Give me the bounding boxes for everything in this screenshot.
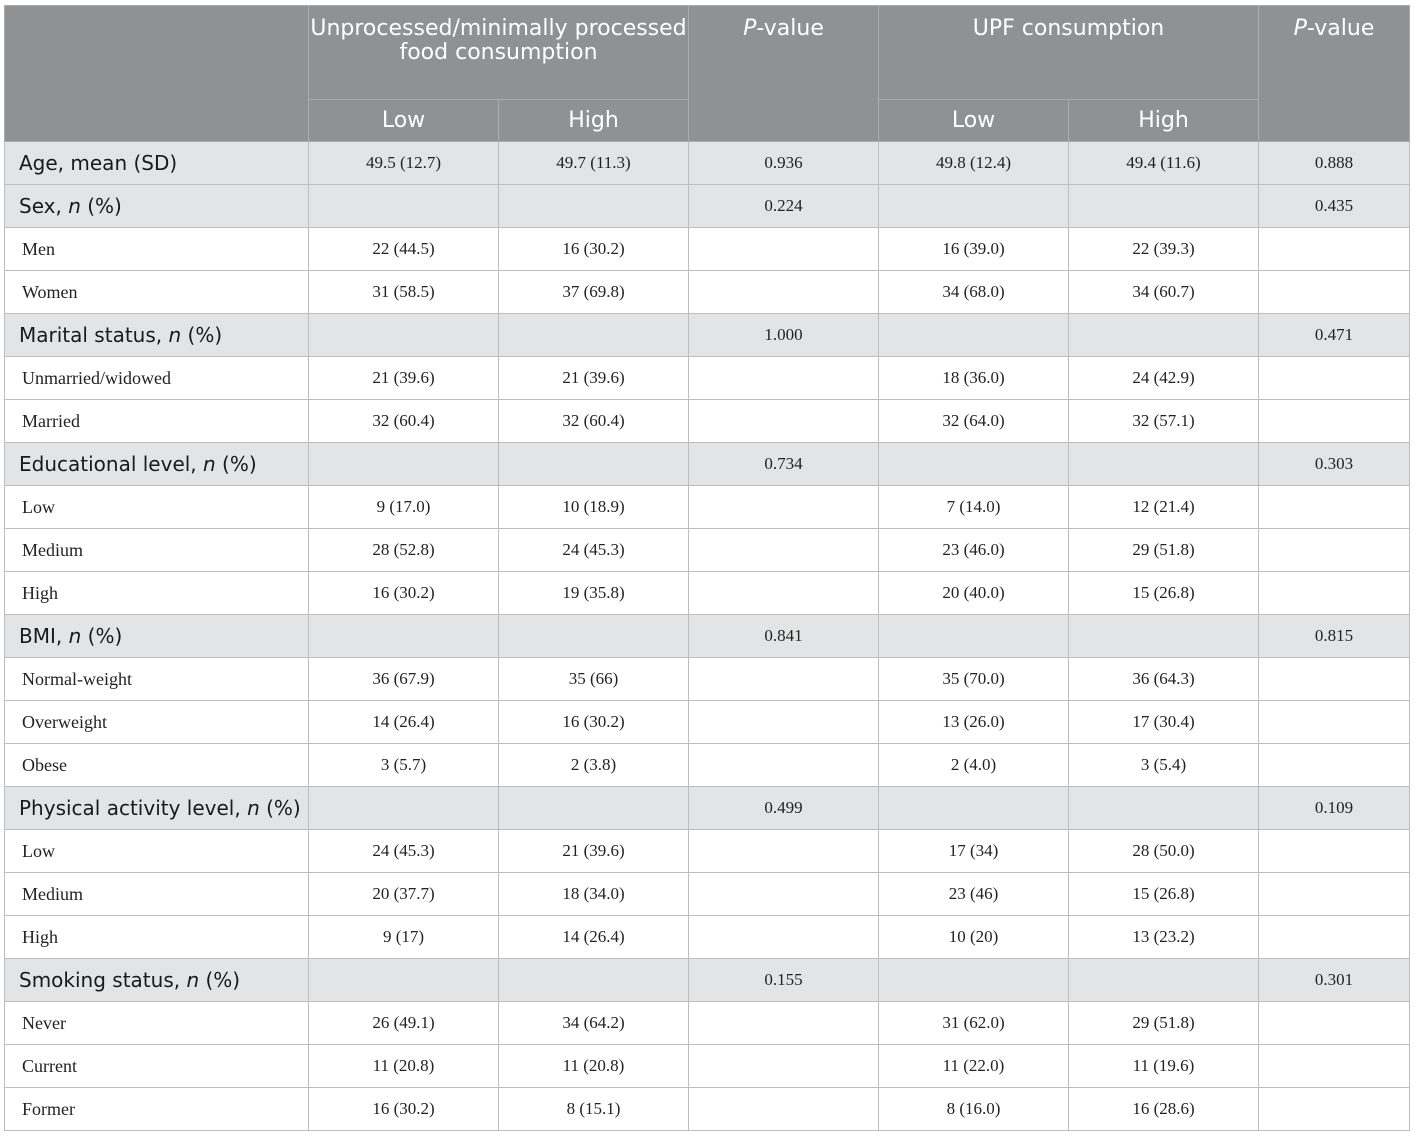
upf-high-cell: 24 (42.9)	[1069, 357, 1259, 400]
unprocessed-high-cell: 49.7 (11.3)	[499, 142, 689, 185]
table-row	[5, 572, 1410, 615]
table-row	[5, 744, 1410, 787]
section-label	[5, 142, 309, 185]
section-label-italic: n	[186, 968, 200, 992]
upf-pvalue-cell: 0.815	[1259, 615, 1410, 658]
unprocessed-low-cell: 9 (17.0)	[309, 486, 499, 529]
unprocessed-pvalue-cell	[689, 1002, 879, 1045]
upf-pvalue-cell: 0.471	[1259, 314, 1410, 357]
upf-high-cell: 28 (50.0)	[1069, 830, 1259, 873]
upf-low-cell: 23 (46.0)	[879, 529, 1069, 572]
upf-low-cell: 31 (62.0)	[879, 1002, 1069, 1045]
section-label	[5, 443, 309, 486]
unprocessed-high-cell	[499, 443, 689, 486]
unprocessed-high-cell: 2 (3.8)	[499, 744, 689, 787]
unprocessed-pvalue-cell	[689, 1045, 879, 1088]
row-label: Unmarried/widowed	[5, 357, 309, 400]
upf-pvalue-cell	[1259, 1088, 1410, 1131]
unprocessed-low-cell	[309, 185, 499, 228]
upf-pvalue-cell: 0.303	[1259, 443, 1410, 486]
unprocessed-pvalue-cell	[689, 830, 879, 873]
upf-pvalue-cell	[1259, 873, 1410, 916]
pvalue-title-1	[689, 6, 878, 41]
pvalue-italic-1: P	[743, 16, 757, 41]
row-label: Former	[5, 1088, 309, 1131]
unprocessed-high-cell: 32 (60.4)	[499, 400, 689, 443]
table-row	[5, 916, 1410, 959]
upf-high-cell	[1069, 787, 1259, 830]
table-row	[5, 271, 1410, 314]
section-label-text: BMI,	[19, 624, 69, 648]
table-row	[5, 701, 1410, 744]
section-label	[5, 314, 309, 357]
unprocessed-high-cell: 10 (18.9)	[499, 486, 689, 529]
upf-pvalue-cell: 0.301	[1259, 959, 1410, 1002]
upf-high-cell: 34 (60.7)	[1069, 271, 1259, 314]
unprocessed-high-cell: 8 (15.1)	[499, 1088, 689, 1131]
upf-pvalue-cell	[1259, 572, 1410, 615]
unprocessed-high-cell	[499, 615, 689, 658]
section-label-suffix: (%)	[81, 624, 123, 648]
unprocessed-low-cell: 49.5 (12.7)	[309, 142, 499, 185]
section-label-text: Sex,	[19, 194, 69, 218]
upf-low-cell	[879, 314, 1069, 357]
unprocessed-high-cell	[499, 314, 689, 357]
unprocessed-low-cell: 26 (49.1)	[309, 1002, 499, 1045]
unprocessed-pvalue-cell	[689, 357, 879, 400]
section-label-text: Age, mean (SD)	[19, 151, 178, 175]
section-label-italic: n	[203, 452, 216, 476]
row-label: Current	[5, 1045, 309, 1088]
section-row	[5, 443, 1410, 486]
header-unprocessed-low: Low	[309, 100, 499, 142]
unprocessed-high-cell	[499, 959, 689, 1002]
unprocessed-low-cell: 3 (5.7)	[309, 744, 499, 787]
row-label: Normal-weight	[5, 658, 309, 701]
upf-high-cell: 22 (39.3)	[1069, 228, 1259, 271]
unprocessed-high-cell	[499, 787, 689, 830]
section-row	[5, 959, 1410, 1002]
upf-low-cell	[879, 443, 1069, 486]
section-label-italic: n	[68, 624, 82, 648]
upf-low-cell: 17 (34)	[879, 830, 1069, 873]
table-row	[5, 228, 1410, 271]
upf-high-cell: 36 (64.3)	[1069, 658, 1259, 701]
upf-pvalue-cell	[1259, 529, 1410, 572]
unprocessed-pvalue-cell: 0.499	[689, 787, 879, 830]
unprocessed-low-cell	[309, 314, 499, 357]
section-row	[5, 615, 1410, 658]
unprocessed-pvalue-cell	[689, 529, 879, 572]
unprocessed-low-cell: 14 (26.4)	[309, 701, 499, 744]
header-upf-high: High	[1069, 100, 1259, 142]
upf-pvalue-cell	[1259, 830, 1410, 873]
unprocessed-low-cell	[309, 959, 499, 1002]
section-label-italic: n	[168, 323, 182, 347]
section-label-suffix: (%)	[259, 796, 301, 820]
table-row	[5, 400, 1410, 443]
upf-low-cell	[879, 185, 1069, 228]
upf-low-cell: 35 (70.0)	[879, 658, 1069, 701]
upf-high-cell	[1069, 615, 1259, 658]
upf-low-cell: 11 (22.0)	[879, 1045, 1069, 1088]
upf-low-cell: 8 (16.0)	[879, 1088, 1069, 1131]
unprocessed-high-cell: 35 (66)	[499, 658, 689, 701]
section-label-suffix: (%)	[199, 968, 241, 992]
pvalue-italic-2: P	[1293, 16, 1307, 41]
section-label-italic: n	[247, 796, 260, 820]
unprocessed-pvalue-cell	[689, 873, 879, 916]
upf-high-cell	[1069, 185, 1259, 228]
table-row	[5, 1045, 1410, 1088]
upf-high-cell: 12 (21.4)	[1069, 486, 1259, 529]
upf-high-cell	[1069, 959, 1259, 1002]
unprocessed-pvalue-cell: 0.155	[689, 959, 879, 1002]
unprocessed-high-cell: 11 (20.8)	[499, 1045, 689, 1088]
unprocessed-pvalue-cell	[689, 486, 879, 529]
section-label	[5, 615, 309, 658]
upf-pvalue-cell	[1259, 1045, 1410, 1088]
unprocessed-pvalue-cell	[689, 701, 879, 744]
unprocessed-low-cell: 20 (37.7)	[309, 873, 499, 916]
unprocessed-pvalue-cell: 0.936	[689, 142, 879, 185]
section-label-text: Smoking status,	[19, 968, 187, 992]
header-unprocessed-high: High	[499, 100, 689, 142]
unprocessed-high-cell: 34 (64.2)	[499, 1002, 689, 1045]
section-row	[5, 787, 1410, 830]
header-pvalue-1	[689, 6, 879, 142]
unprocessed-pvalue-cell	[689, 1088, 879, 1131]
upf-pvalue-cell: 0.435	[1259, 185, 1410, 228]
unprocessed-high-cell: 19 (35.8)	[499, 572, 689, 615]
upf-pvalue-cell	[1259, 271, 1410, 314]
table-row	[5, 1088, 1410, 1131]
section-label	[5, 959, 309, 1002]
row-label: Low	[5, 486, 309, 529]
unprocessed-low-cell: 11 (20.8)	[309, 1045, 499, 1088]
unprocessed-low-cell	[309, 787, 499, 830]
section-label	[5, 185, 309, 228]
unprocessed-high-cell: 16 (30.2)	[499, 701, 689, 744]
section-label-italic: n	[68, 194, 81, 218]
upf-low-cell: 13 (26.0)	[879, 701, 1069, 744]
unprocessed-high-cell: 37 (69.8)	[499, 271, 689, 314]
upf-pvalue-cell	[1259, 357, 1410, 400]
row-label: Low	[5, 830, 309, 873]
row-label: Overweight	[5, 701, 309, 744]
unprocessed-pvalue-cell	[689, 228, 879, 271]
upf-high-cell: 29 (51.8)	[1069, 1002, 1259, 1045]
upf-low-cell: 16 (39.0)	[879, 228, 1069, 271]
section-label	[5, 787, 309, 830]
unprocessed-group-title: Unprocessed/minimally processed food consumption	[310, 16, 687, 65]
upf-low-cell	[879, 615, 1069, 658]
table-row	[5, 830, 1410, 873]
unprocessed-pvalue-cell	[689, 916, 879, 959]
upf-high-cell	[1069, 314, 1259, 357]
upf-pvalue-cell	[1259, 701, 1410, 744]
upf-high-cell: 16 (28.6)	[1069, 1088, 1259, 1131]
unprocessed-low-cell: 21 (39.6)	[309, 357, 499, 400]
row-label: Medium	[5, 873, 309, 916]
header-blank-cell	[5, 6, 309, 142]
unprocessed-low-cell: 22 (44.5)	[309, 228, 499, 271]
table-row	[5, 357, 1410, 400]
unprocessed-low-cell: 9 (17)	[309, 916, 499, 959]
unprocessed-low-cell: 31 (58.5)	[309, 271, 499, 314]
unprocessed-low-cell: 16 (30.2)	[309, 572, 499, 615]
unprocessed-pvalue-cell	[689, 400, 879, 443]
upf-high-cell: 15 (26.8)	[1069, 572, 1259, 615]
upf-low-cell: 10 (20)	[879, 916, 1069, 959]
header-unprocessed-group	[309, 6, 689, 100]
upf-pvalue-cell	[1259, 744, 1410, 787]
unprocessed-low-cell	[309, 615, 499, 658]
pvalue-rest-1: -value	[756, 16, 824, 41]
table-header	[5, 6, 1410, 142]
upf-pvalue-cell	[1259, 486, 1410, 529]
header-pvalue-2	[1259, 6, 1410, 142]
pvalue-title-2	[1259, 6, 1409, 41]
section-row	[5, 142, 1410, 185]
section-label-text: Marital status,	[19, 323, 169, 347]
upf-high-cell: 32 (57.1)	[1069, 400, 1259, 443]
row-label: Never	[5, 1002, 309, 1045]
unprocessed-high-cell: 21 (39.6)	[499, 357, 689, 400]
table-body	[5, 142, 1410, 1131]
unprocessed-high-cell: 24 (45.3)	[499, 529, 689, 572]
upf-high-cell: 15 (26.8)	[1069, 873, 1259, 916]
upf-low-cell: 49.8 (12.4)	[879, 142, 1069, 185]
upf-pvalue-cell	[1259, 916, 1410, 959]
pvalue-rest-2: -value	[1306, 16, 1375, 41]
unprocessed-pvalue-cell: 1.000	[689, 314, 879, 357]
upf-high-cell: 29 (51.8)	[1069, 529, 1259, 572]
unprocessed-low-cell	[309, 443, 499, 486]
table-row	[5, 529, 1410, 572]
upf-pvalue-cell	[1259, 1002, 1410, 1045]
unprocessed-low-cell: 28 (52.8)	[309, 529, 499, 572]
unprocessed-high-cell: 18 (34.0)	[499, 873, 689, 916]
upf-high-cell: 17 (30.4)	[1069, 701, 1259, 744]
header-upf-group	[879, 6, 1259, 100]
section-label-suffix: (%)	[215, 452, 257, 476]
table-row	[5, 873, 1410, 916]
table-row	[5, 486, 1410, 529]
unprocessed-pvalue-cell	[689, 271, 879, 314]
upf-pvalue-cell: 0.109	[1259, 787, 1410, 830]
section-label-suffix: (%)	[80, 194, 122, 218]
unprocessed-low-cell: 16 (30.2)	[309, 1088, 499, 1131]
upf-pvalue-cell	[1259, 400, 1410, 443]
upf-pvalue-cell	[1259, 658, 1410, 701]
upf-high-cell: 49.4 (11.6)	[1069, 142, 1259, 185]
table-row	[5, 1002, 1410, 1045]
upf-high-cell: 13 (23.2)	[1069, 916, 1259, 959]
upf-low-cell: 20 (40.0)	[879, 572, 1069, 615]
unprocessed-high-cell: 14 (26.4)	[499, 916, 689, 959]
row-label: Married	[5, 400, 309, 443]
upf-high-cell	[1069, 443, 1259, 486]
upf-low-cell	[879, 959, 1069, 1002]
upf-group-title: UPF consumption	[972, 16, 1165, 41]
unprocessed-high-cell: 16 (30.2)	[499, 228, 689, 271]
unprocessed-low-cell: 36 (67.9)	[309, 658, 499, 701]
row-label: Medium	[5, 529, 309, 572]
upf-low-cell: 23 (46)	[879, 873, 1069, 916]
unprocessed-pvalue-cell	[689, 658, 879, 701]
row-label: High	[5, 572, 309, 615]
row-label: Men	[5, 228, 309, 271]
section-label-text: Physical activity level,	[19, 796, 248, 820]
section-label-suffix: (%)	[181, 323, 223, 347]
section-label-text: Educational level,	[19, 452, 204, 476]
upf-low-cell: 7 (14.0)	[879, 486, 1069, 529]
unprocessed-pvalue-cell: 0.841	[689, 615, 879, 658]
upf-low-cell: 34 (68.0)	[879, 271, 1069, 314]
header-upf-low: Low	[879, 100, 1069, 142]
upf-pvalue-cell: 0.888	[1259, 142, 1410, 185]
unprocessed-pvalue-cell: 0.224	[689, 185, 879, 228]
row-label: Obese	[5, 744, 309, 787]
table-row	[5, 658, 1410, 701]
unprocessed-low-cell: 24 (45.3)	[309, 830, 499, 873]
upf-high-cell: 11 (19.6)	[1069, 1045, 1259, 1088]
upf-high-cell: 3 (5.4)	[1069, 744, 1259, 787]
upf-low-cell: 2 (4.0)	[879, 744, 1069, 787]
unprocessed-high-cell	[499, 185, 689, 228]
row-label: High	[5, 916, 309, 959]
unprocessed-pvalue-cell: 0.734	[689, 443, 879, 486]
upf-pvalue-cell	[1259, 228, 1410, 271]
unprocessed-high-cell: 21 (39.6)	[499, 830, 689, 873]
row-label: Women	[5, 271, 309, 314]
upf-low-cell: 18 (36.0)	[879, 357, 1069, 400]
unprocessed-low-cell: 32 (60.4)	[309, 400, 499, 443]
upf-low-cell: 32 (64.0)	[879, 400, 1069, 443]
upf-low-cell	[879, 787, 1069, 830]
unprocessed-pvalue-cell	[689, 572, 879, 615]
characteristics-table	[4, 5, 1410, 1131]
unprocessed-pvalue-cell	[689, 744, 879, 787]
section-row	[5, 314, 1410, 357]
section-row	[5, 185, 1410, 228]
